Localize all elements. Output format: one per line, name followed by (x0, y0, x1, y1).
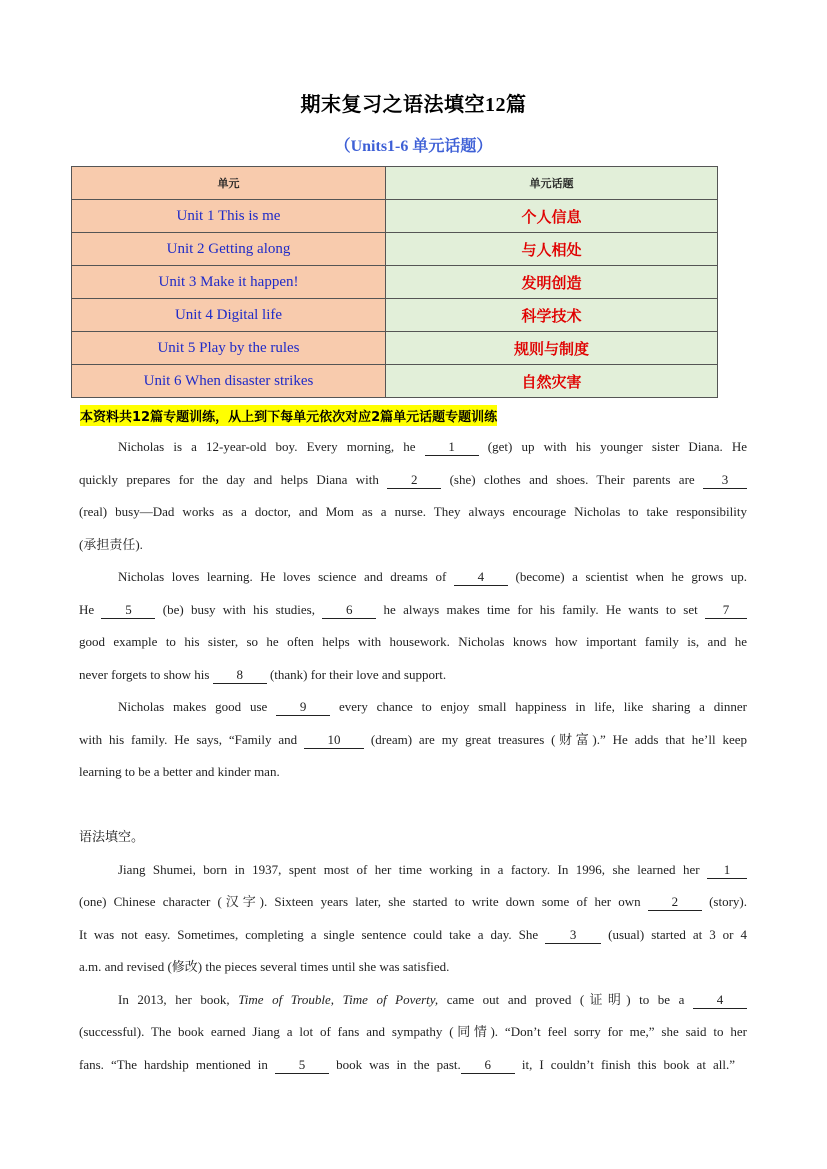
highlight-note: 本资料共12篇专题训练，从上到下每单元依次对应2篇单元话题专题训练 (80, 405, 497, 426)
page-subtitle: （Units1-6 单元话题） (334, 138, 493, 155)
passage1-line: with his family. He says, “Family and 10 (dream) are my great treasures (财富).” He adds that he’ll keep (79, 732, 748, 747)
blank-p2-5[interactable]: 5 (275, 1057, 329, 1074)
blank-p2-2[interactable]: 2 (648, 894, 702, 911)
passage1-line: never forgets to show his 8 (thank) for their love and support. (79, 667, 447, 682)
blank-p2-4[interactable]: 4 (693, 992, 747, 1009)
passage2-line: fans. “The hardship mentioned in 5 book was in the past. 6 it, I couldn’t finish this book at all.” (79, 1057, 736, 1072)
passage1-line: (real) busy—Dad works as a doctor, and Mom as a nurse. They always encourage Nicholas to take responsibility (79, 504, 747, 519)
passage2-line: a.m. and revised (修改) the pieces several times until she was satisfied. (79, 959, 450, 974)
book-title: Time of Trouble, Time of Poverty, (238, 992, 439, 1007)
passage1-line: Nicholas makes good use 9 every chance to enjoy small happiness in life, like sharing a dinner (118, 699, 748, 714)
unit-topic: 自然灾害 (386, 365, 718, 398)
header-unit: 单元 (72, 167, 386, 200)
passage2-line: (successful). The book earned Jiang a lot of fans and sympathy (同情). “Don’t feel sorry for me,” she said to her (79, 1024, 747, 1039)
header-topic: 单元话题 (386, 167, 718, 200)
passage2-line: (one) Chinese character (汉字). Sixteen years later, she started to write down some of her own 2 (story). (79, 894, 748, 909)
blank-8[interactable]: 8 (213, 667, 267, 684)
unit-topic-table (71, 166, 718, 398)
passage1-line: good example to his sister, so he often helps with housework. Nicholas knows how important family is, and he (79, 634, 747, 649)
passage1-line: (承担责任). (79, 537, 143, 552)
passage2-line: It was not easy. Sometimes, completing a single sentence could take a day. She 3 (usual) started at 3 or 4 (79, 927, 747, 942)
blank-p2-3[interactable]: 3 (545, 927, 601, 944)
passage2-line: In 2013, her book, Time of Trouble, Time of Poverty, came out and proved (证明) to be a 4 (118, 990, 747, 1010)
blank-6[interactable]: 6 (322, 602, 376, 619)
blank-2[interactable]: 2 (387, 472, 441, 489)
blank-1[interactable]: 1 (425, 439, 479, 456)
table-row (72, 233, 718, 266)
table-row (72, 299, 718, 332)
unit-topic: 个人信息 (386, 200, 718, 233)
unit-topic: 与人相处 (386, 233, 718, 266)
blank-7[interactable]: 7 (705, 602, 747, 619)
unit-name: Unit 6 When disaster strikes (72, 365, 386, 398)
blank-5[interactable]: 5 (101, 602, 155, 619)
unit-name: Unit 3 Make it happen! (72, 266, 386, 299)
table-header-row (72, 167, 718, 200)
table-row (72, 200, 718, 233)
page-title: 期末复习之语法填空12篇 (300, 94, 527, 116)
passage1-line: Nicholas loves learning. He loves science and dreams of 4 (become) a scientist when he grows up. (118, 569, 748, 584)
passage1-line: quickly prepares for the day and helps Diana with 2 (she) clothes and shoes. Their parents are 3 (79, 470, 747, 490)
unit-name: Unit 2 Getting along (72, 233, 386, 266)
blank-4[interactable]: 4 (454, 569, 508, 586)
blank-p2-1[interactable]: 1 (707, 862, 747, 879)
table-row (72, 332, 718, 365)
unit-name: Unit 4 Digital life (72, 299, 386, 332)
unit-topic: 科学技术 (386, 299, 718, 332)
passage1-line: He 5 (be) busy with his studies, 6 he always makes time for his family. He wants to set 7 (79, 600, 747, 620)
blank-10[interactable]: 10 (304, 732, 364, 749)
passage1-line: learning to be a better and kinder man. (79, 764, 280, 779)
unit-name: Unit 5 Play by the rules (72, 332, 386, 365)
table-row (72, 365, 718, 398)
table-row (72, 266, 718, 299)
passage1-line: Nicholas is a 12-year-old boy. Every morning, he 1 (get) up with his younger sister Diana. He (118, 439, 748, 454)
blank-3[interactable]: 3 (703, 472, 747, 489)
blank-9[interactable]: 9 (276, 699, 330, 716)
blank-p2-6[interactable]: 6 (461, 1057, 515, 1074)
unit-topic: 规则与制度 (386, 332, 718, 365)
unit-topic: 发明创造 (386, 266, 718, 299)
unit-name: Unit 1 This is me (72, 200, 386, 233)
section-heading: 语法填空。 (79, 830, 145, 845)
passage2-line: Jiang Shumei, born in 1937, spent most of her time working in a factory. In 1996, she learned her 1 (118, 860, 747, 880)
